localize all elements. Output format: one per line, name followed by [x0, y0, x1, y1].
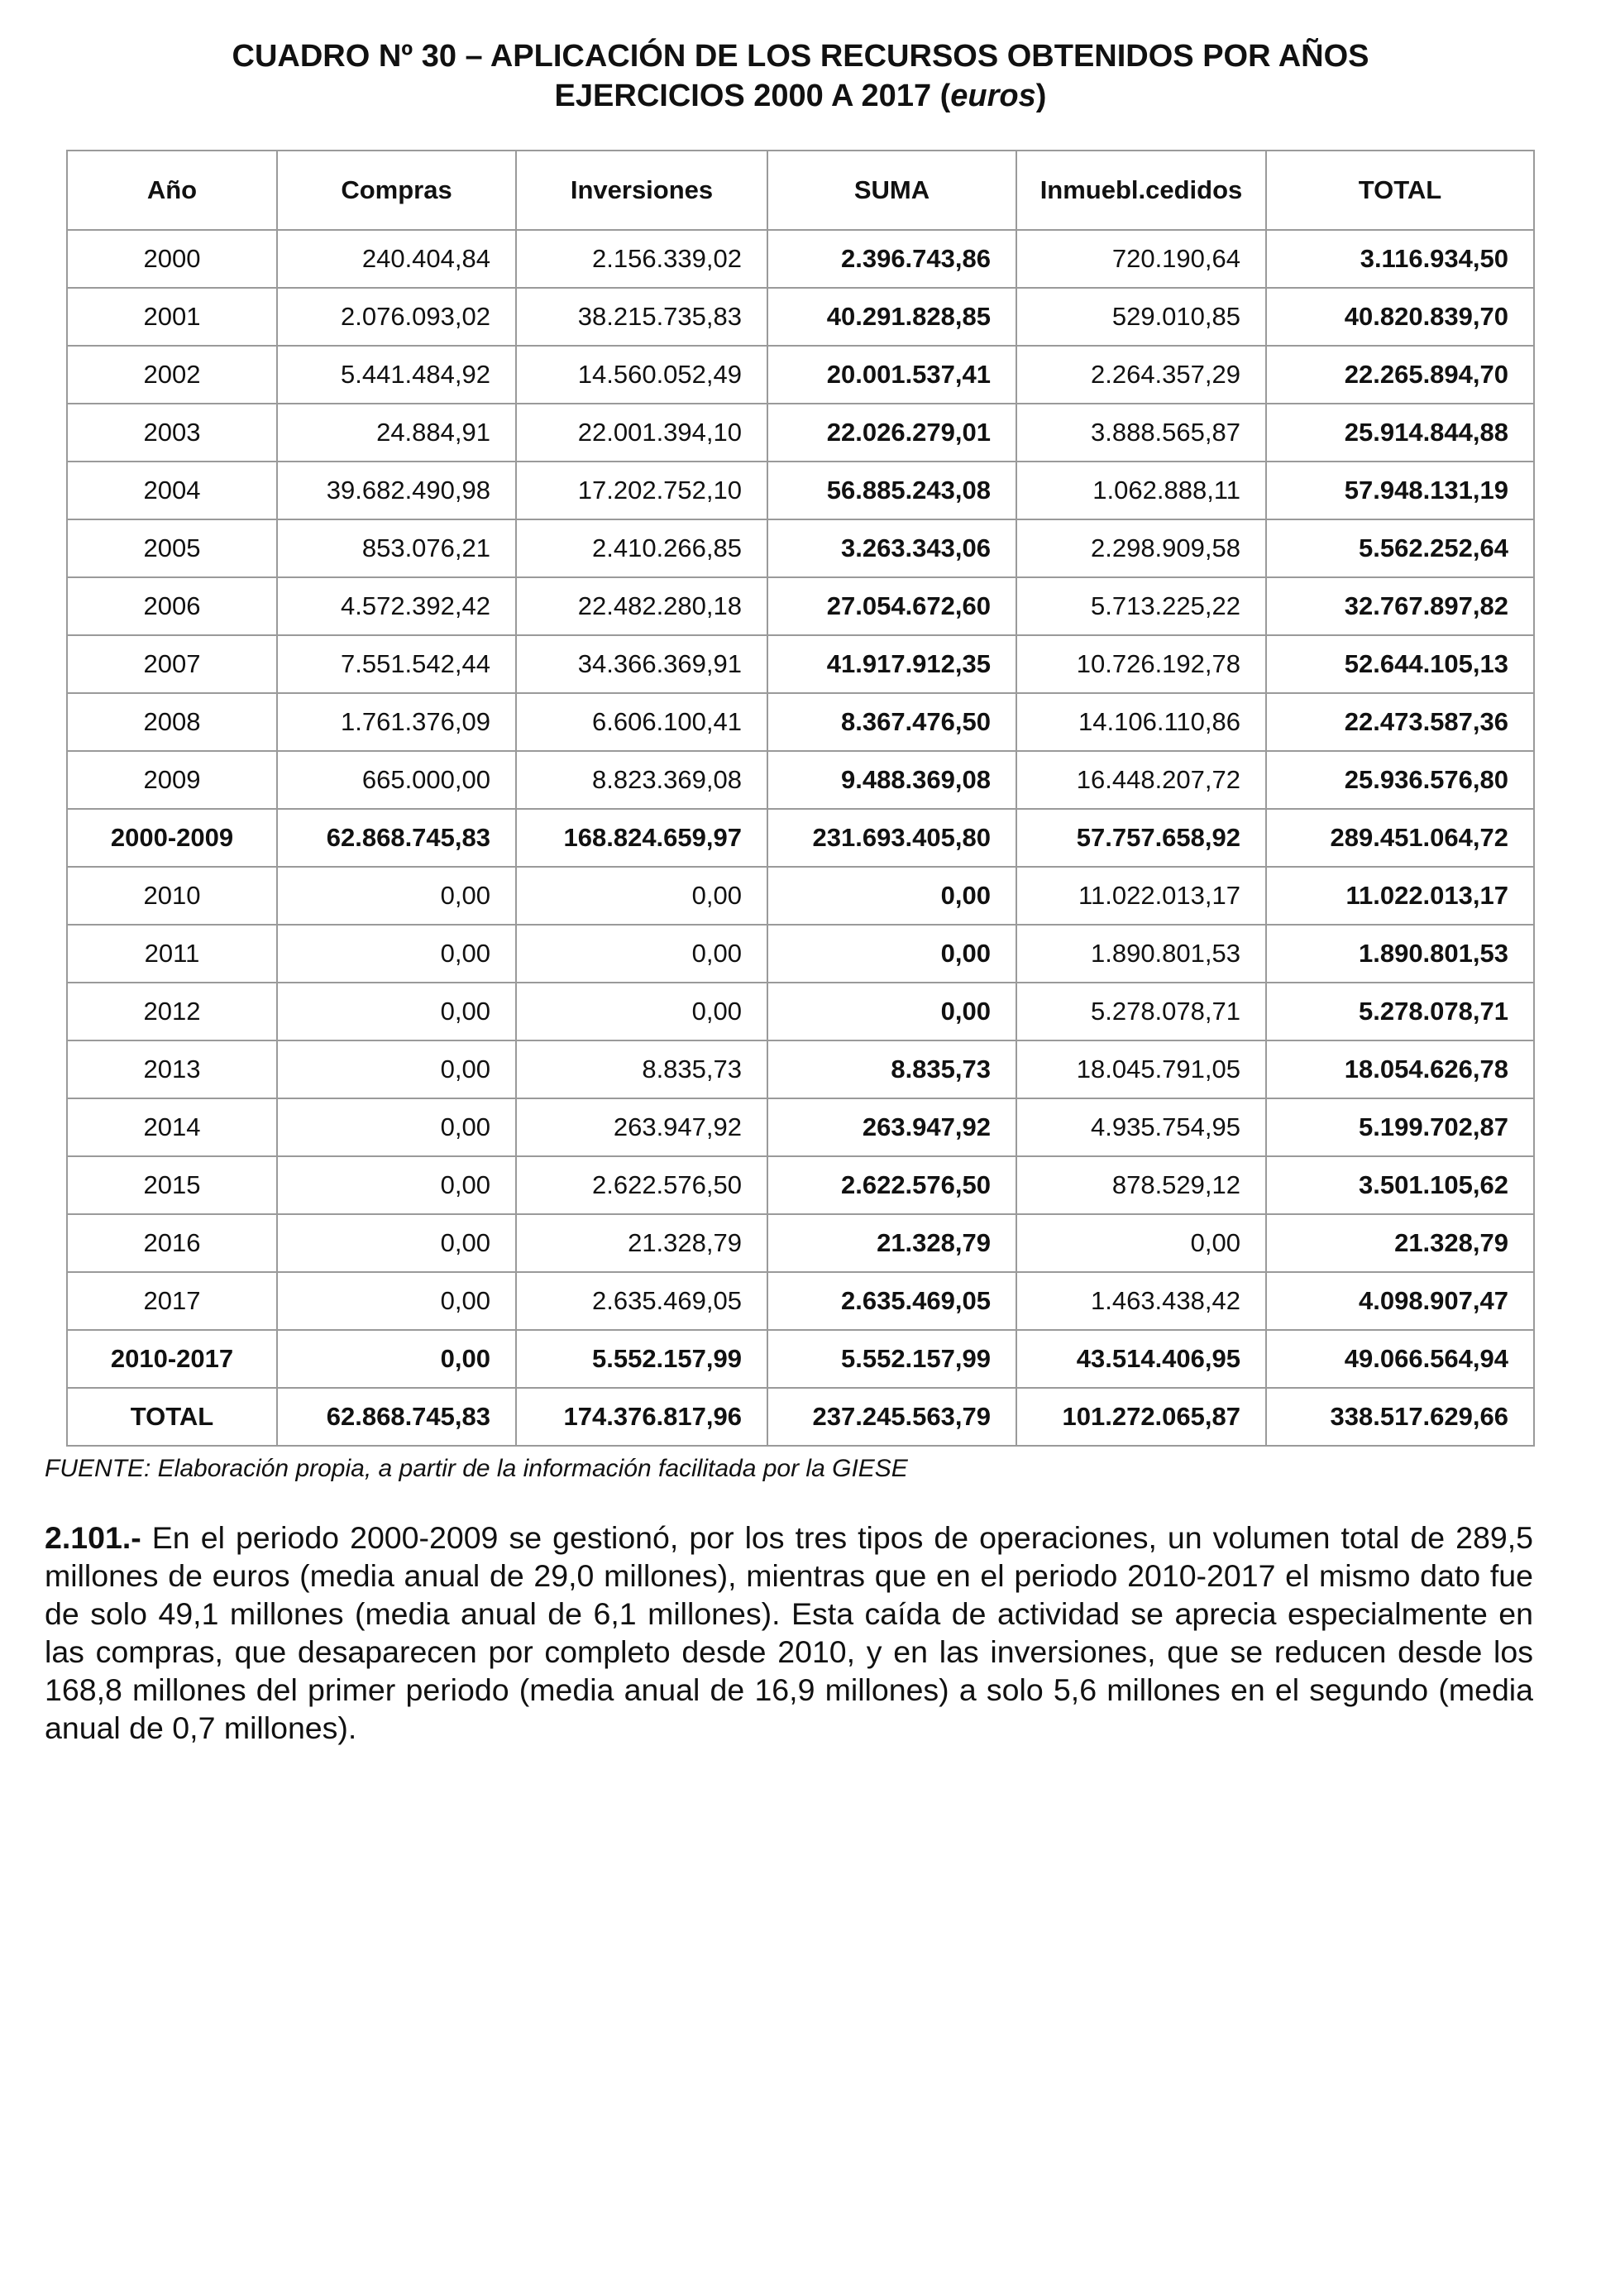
cell-total: 5.562.252,64	[1266, 519, 1534, 577]
cell-suma: 8.835,73	[767, 1040, 1016, 1098]
header-year: Año	[67, 151, 277, 230]
cell-compras: 0,00	[277, 1040, 516, 1098]
title-line-2-prefix: EJERCICIOS 2000 A 2017 (	[554, 79, 951, 113]
title-line-2-suffix: )	[1035, 79, 1047, 113]
cell-suma: 27.054.672,60	[767, 577, 1016, 635]
cell-year: 2012	[67, 983, 277, 1040]
cell-total: 5.199.702,87	[1266, 1098, 1534, 1156]
cell-inmuebles-cedidos: 43.514.406,95	[1016, 1330, 1266, 1388]
analysis-paragraph	[45, 1519, 1533, 1747]
cell-suma: 237.245.563,79	[767, 1388, 1016, 1446]
paragraph-number: 2.101.-	[45, 1520, 141, 1555]
cell-compras: 1.761.376,09	[277, 693, 516, 751]
cell-suma: 5.552.157,99	[767, 1330, 1016, 1388]
cell-inversiones: 174.376.817,96	[516, 1388, 767, 1446]
cell-suma: 22.026.279,01	[767, 404, 1016, 462]
cell-inmuebles-cedidos: 878.529,12	[1016, 1156, 1266, 1214]
cell-year: 2017	[67, 1272, 277, 1330]
table-row	[67, 462, 1534, 519]
cell-inversiones: 8.835,73	[516, 1040, 767, 1098]
cell-year: 2004	[67, 462, 277, 519]
cell-total: 32.767.897,82	[1266, 577, 1534, 635]
cell-year: 2016	[67, 1214, 277, 1272]
cell-year: 2006	[67, 577, 277, 635]
cell-year: 2010-2017	[67, 1330, 277, 1388]
table-row	[67, 867, 1534, 925]
cell-total: 57.948.131,19	[1266, 462, 1534, 519]
cell-total: 338.517.629,66	[1266, 1388, 1534, 1446]
cell-inmuebles-cedidos: 1.062.888,11	[1016, 462, 1266, 519]
cell-inversiones: 2.156.339,02	[516, 230, 767, 288]
subtotal-row	[67, 1330, 1534, 1388]
table-row	[67, 1272, 1534, 1330]
cell-inversiones: 22.482.280,18	[516, 577, 767, 635]
cell-inversiones: 2.635.469,05	[516, 1272, 767, 1330]
cell-suma: 40.291.828,85	[767, 288, 1016, 346]
subtotal-row	[67, 809, 1534, 867]
cell-year: 2010	[67, 867, 277, 925]
cell-total: 11.022.013,17	[1266, 867, 1534, 925]
cell-total: 40.820.839,70	[1266, 288, 1534, 346]
cell-suma: 0,00	[767, 867, 1016, 925]
cell-total: 5.278.078,71	[1266, 983, 1534, 1040]
cell-suma: 20.001.537,41	[767, 346, 1016, 404]
cell-inversiones: 17.202.752,10	[516, 462, 767, 519]
cell-total: 22.473.587,36	[1266, 693, 1534, 751]
cell-compras: 0,00	[277, 925, 516, 983]
cell-inmuebles-cedidos: 57.757.658,92	[1016, 809, 1266, 867]
cell-year: 2014	[67, 1098, 277, 1156]
cell-total: 1.890.801,53	[1266, 925, 1534, 983]
cell-year: 2000	[67, 230, 277, 288]
cell-inversiones: 14.560.052,49	[516, 346, 767, 404]
cell-suma: 263.947,92	[767, 1098, 1016, 1156]
table-row	[67, 635, 1534, 693]
cell-compras: 853.076,21	[277, 519, 516, 577]
table-row	[67, 1040, 1534, 1098]
cell-total: 21.328,79	[1266, 1214, 1534, 1272]
cell-suma: 231.693.405,80	[767, 809, 1016, 867]
cell-total: 25.914.844,88	[1266, 404, 1534, 462]
total-row	[67, 1388, 1534, 1446]
cell-year: 2002	[67, 346, 277, 404]
table-body	[67, 230, 1534, 1446]
cell-total: 18.054.626,78	[1266, 1040, 1534, 1098]
cell-year: 2008	[67, 693, 277, 751]
cell-inmuebles-cedidos: 101.272.065,87	[1016, 1388, 1266, 1446]
cell-total: 25.936.576,80	[1266, 751, 1534, 809]
cell-inversiones: 34.366.369,91	[516, 635, 767, 693]
cell-inversiones: 21.328,79	[516, 1214, 767, 1272]
cell-year: 2015	[67, 1156, 277, 1214]
cell-total: 3.501.105,62	[1266, 1156, 1534, 1214]
cell-compras: 0,00	[277, 1156, 516, 1214]
cell-compras: 7.551.542,44	[277, 635, 516, 693]
table-row	[67, 751, 1534, 809]
cell-year: 2000-2009	[67, 809, 277, 867]
cell-compras: 0,00	[277, 867, 516, 925]
table-row	[67, 693, 1534, 751]
cell-inversiones: 6.606.100,41	[516, 693, 767, 751]
cell-compras: 2.076.093,02	[277, 288, 516, 346]
cell-compras: 5.441.484,92	[277, 346, 516, 404]
cell-year: 2007	[67, 635, 277, 693]
table-row	[67, 925, 1534, 983]
cell-inmuebles-cedidos: 14.106.110,86	[1016, 693, 1266, 751]
table-row	[67, 1156, 1534, 1214]
cell-compras: 62.868.745,83	[277, 809, 516, 867]
table-title	[0, 36, 1601, 116]
table-row	[67, 1214, 1534, 1272]
cell-suma: 41.917.912,35	[767, 635, 1016, 693]
table-row	[67, 519, 1534, 577]
cell-suma: 2.635.469,05	[767, 1272, 1016, 1330]
cell-inmuebles-cedidos: 16.448.207,72	[1016, 751, 1266, 809]
cell-inversiones: 168.824.659,97	[516, 809, 767, 867]
header-inmuebles-cedidos: Inmuebl.cedidos	[1016, 151, 1266, 230]
cell-inversiones: 0,00	[516, 983, 767, 1040]
header-suma: SUMA	[767, 151, 1016, 230]
cell-year: 2003	[67, 404, 277, 462]
cell-inmuebles-cedidos: 5.713.225,22	[1016, 577, 1266, 635]
cell-inversiones: 38.215.735,83	[516, 288, 767, 346]
title-line-1: CUADRO Nº 30 – APLICACIÓN DE LOS RECURSOS OBTENIDOS POR AÑOS	[232, 39, 1369, 74]
cell-compras: 62.868.745,83	[277, 1388, 516, 1446]
cell-year: 2001	[67, 288, 277, 346]
cell-inversiones: 0,00	[516, 867, 767, 925]
cell-compras: 240.404,84	[277, 230, 516, 288]
cell-inmuebles-cedidos: 720.190,64	[1016, 230, 1266, 288]
cell-suma: 3.263.343,06	[767, 519, 1016, 577]
cell-total: 52.644.105,13	[1266, 635, 1534, 693]
cell-inmuebles-cedidos: 10.726.192,78	[1016, 635, 1266, 693]
cell-inversiones: 2.622.576,50	[516, 1156, 767, 1214]
cell-total: 49.066.564,94	[1266, 1330, 1534, 1388]
table-row	[67, 1098, 1534, 1156]
cell-suma: 2.622.576,50	[767, 1156, 1016, 1214]
cell-suma: 56.885.243,08	[767, 462, 1016, 519]
cell-suma: 8.367.476,50	[767, 693, 1016, 751]
cell-inmuebles-cedidos: 1.463.438,42	[1016, 1272, 1266, 1330]
table-row	[67, 230, 1534, 288]
cell-suma: 21.328,79	[767, 1214, 1016, 1272]
table-row	[67, 404, 1534, 462]
source-note: FUENTE: Elaboración propia, a partir de la información facilitada por la GIESE	[45, 1455, 908, 1482]
cell-inmuebles-cedidos: 2.264.357,29	[1016, 346, 1266, 404]
cell-suma: 0,00	[767, 983, 1016, 1040]
cell-inversiones: 263.947,92	[516, 1098, 767, 1156]
cell-total: 289.451.064,72	[1266, 809, 1534, 867]
cell-year: TOTAL	[67, 1388, 277, 1446]
table-row	[67, 577, 1534, 635]
table-row	[67, 288, 1534, 346]
cell-inmuebles-cedidos: 0,00	[1016, 1214, 1266, 1272]
cell-compras: 0,00	[277, 1330, 516, 1388]
cell-compras: 0,00	[277, 1098, 516, 1156]
header-inversiones: Inversiones	[516, 151, 767, 230]
table-row	[67, 983, 1534, 1040]
header-total: TOTAL	[1266, 151, 1534, 230]
cell-compras: 0,00	[277, 1214, 516, 1272]
cell-suma: 9.488.369,08	[767, 751, 1016, 809]
cell-year: 2013	[67, 1040, 277, 1098]
cell-compras: 0,00	[277, 983, 516, 1040]
cell-inmuebles-cedidos: 5.278.078,71	[1016, 983, 1266, 1040]
cell-inversiones: 22.001.394,10	[516, 404, 767, 462]
title-line-2	[0, 76, 1601, 116]
cell-compras: 39.682.490,98	[277, 462, 516, 519]
cell-inversiones: 5.552.157,99	[516, 1330, 767, 1388]
cell-compras: 24.884,91	[277, 404, 516, 462]
cell-total: 22.265.894,70	[1266, 346, 1534, 404]
cell-inmuebles-cedidos: 529.010,85	[1016, 288, 1266, 346]
resources-table	[66, 150, 1535, 1447]
paragraph-text: En el periodo 2000-2009 se gestionó, por los tres tipos de operaciones, un volumen total de 289,5 millones de euros (media anual de 29,0 millones), mientras que en el periodo 2010-2017 el mismo dato fue de solo 49,1 millones (media anual de 6,1 millones). Esta caída de actividad se aprecia especialmente en las compras, que desaparecen por completo desde 2010, y en las inversiones, que se reducen desde los 168,8 millones del primer periodo (media anual de 16,9 millones) a solo 5,6 millones en el segundo (media anual de 0,7 millones).	[45, 1520, 1533, 1745]
cell-year: 2011	[67, 925, 277, 983]
header-compras: Compras	[277, 151, 516, 230]
cell-total: 4.098.907,47	[1266, 1272, 1534, 1330]
cell-inmuebles-cedidos: 1.890.801,53	[1016, 925, 1266, 983]
cell-compras: 4.572.392,42	[277, 577, 516, 635]
cell-total: 3.116.934,50	[1266, 230, 1534, 288]
cell-suma: 0,00	[767, 925, 1016, 983]
cell-year: 2005	[67, 519, 277, 577]
cell-inmuebles-cedidos: 4.935.754,95	[1016, 1098, 1266, 1156]
cell-inversiones: 8.823.369,08	[516, 751, 767, 809]
cell-inversiones: 0,00	[516, 925, 767, 983]
cell-compras: 665.000,00	[277, 751, 516, 809]
cell-suma: 2.396.743,86	[767, 230, 1016, 288]
title-line-2-unit: euros	[950, 79, 1036, 113]
table-row	[67, 346, 1534, 404]
cell-year: 2009	[67, 751, 277, 809]
cell-inmuebles-cedidos: 3.888.565,87	[1016, 404, 1266, 462]
cell-inmuebles-cedidos: 2.298.909,58	[1016, 519, 1266, 577]
cell-compras: 0,00	[277, 1272, 516, 1330]
cell-inmuebles-cedidos: 11.022.013,17	[1016, 867, 1266, 925]
cell-inversiones: 2.410.266,85	[516, 519, 767, 577]
table-header-row	[67, 151, 1534, 230]
cell-inmuebles-cedidos: 18.045.791,05	[1016, 1040, 1266, 1098]
